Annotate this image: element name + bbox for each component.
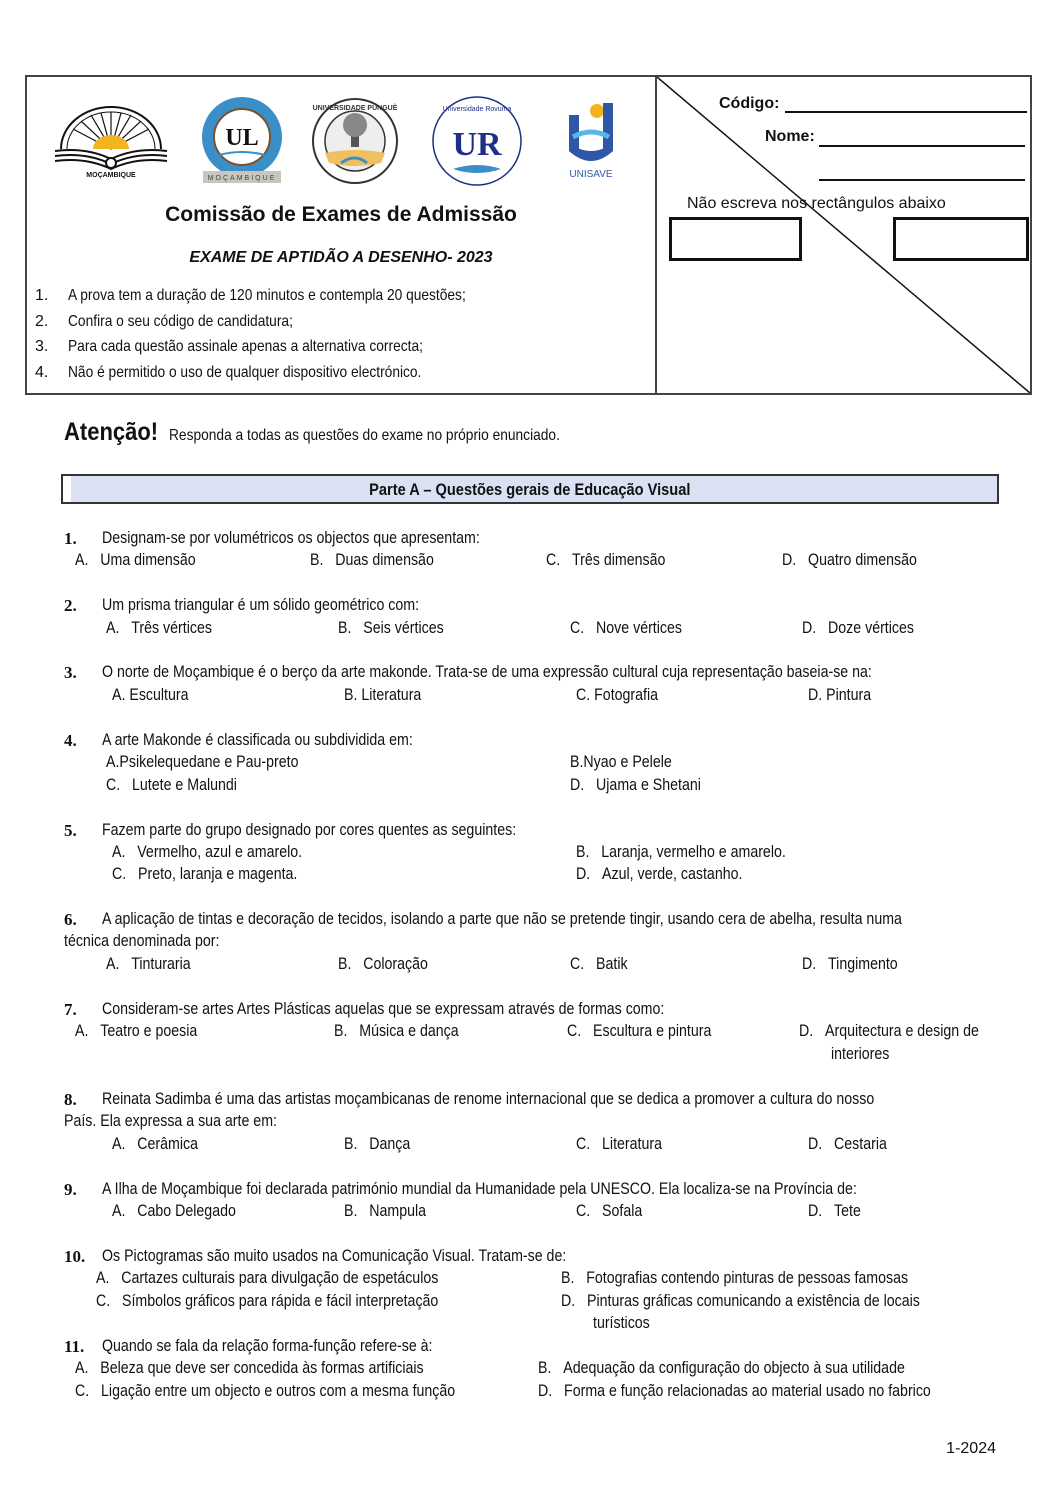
option-b[interactable]: B. Coloração bbox=[338, 955, 428, 973]
header-left-panel bbox=[27, 77, 657, 393]
option-c[interactable]: C. Lutete e Malundi bbox=[106, 776, 237, 794]
svg-text:Universidade Rovuma: Universidade Rovuma bbox=[442, 106, 512, 113]
option-b[interactable]: B. Duas dimensão bbox=[310, 551, 434, 569]
option-c[interactable]: C. Preto, laranja e magenta. bbox=[112, 865, 298, 883]
option-c[interactable]: C. Nove vértices bbox=[570, 619, 682, 637]
svg-text:MOÇAMBIQUE: MOÇAMBIQUE bbox=[207, 175, 277, 182]
option-a[interactable]: A. Teatro e poesia bbox=[75, 1022, 198, 1040]
part-a-header: Parte A – Questões gerais de Educação Visual bbox=[61, 474, 999, 504]
option-a[interactable]: A. Tinturaria bbox=[106, 955, 191, 973]
option-d[interactable]: D. Pinturas gráficas comunicando a existência de locais bbox=[561, 1292, 920, 1310]
svg-text:UR: UR bbox=[452, 126, 502, 163]
option-b[interactable]: B.Nyao e Pelele bbox=[570, 753, 672, 771]
option-c[interactable]: C. Batik bbox=[570, 955, 628, 973]
grade-box-right bbox=[893, 217, 1029, 261]
name-input[interactable] bbox=[819, 145, 1025, 147]
option-a[interactable]: A. Cartazes culturais para divulgação de espetáculos bbox=[96, 1269, 439, 1287]
option-d[interactable]: D. Doze vértices bbox=[802, 619, 914, 637]
option-a[interactable]: A. Uma dimensão bbox=[75, 551, 196, 569]
option-a[interactable]: A. Escultura bbox=[112, 686, 189, 704]
code-label: Código: bbox=[719, 95, 780, 112]
exam-rules-list bbox=[35, 283, 531, 385]
option-d[interactable]: D. Tingimento bbox=[802, 955, 898, 973]
option-c[interactable]: C. Ligação entre um objecto e outros com a mesma função bbox=[75, 1382, 456, 1400]
option-d[interactable]: D. Pintura bbox=[808, 686, 872, 704]
svg-text:MOÇAMBIQUE: MOÇAMBIQUE bbox=[86, 172, 136, 179]
option-c[interactable]: C. Três dimensão bbox=[546, 551, 666, 569]
option-b[interactable]: B. Dança bbox=[344, 1135, 411, 1153]
candidate-panel bbox=[657, 77, 1030, 393]
option-a[interactable]: A. Cabo Delegado bbox=[112, 1202, 236, 1220]
option-d-continuation: turísticos bbox=[593, 1314, 650, 1332]
option-d[interactable]: D. Arquitectura e design de bbox=[799, 1022, 979, 1040]
rule-item: 1. A prova tem a duração de 120 minutos e contempla 20 questões; bbox=[35, 287, 466, 304]
option-b[interactable]: B. Fotografias contendo pinturas de pessoas famosas bbox=[561, 1269, 909, 1287]
option-a[interactable]: A. Beleza que deve ser concedida às formas artificiais bbox=[75, 1359, 424, 1377]
option-c[interactable]: C. Fotografia bbox=[576, 686, 659, 704]
unisave-logo bbox=[557, 97, 627, 181]
exam-title: EXAME DE APTIDÃO A DESENHO- 2023 bbox=[189, 249, 493, 266]
option-d[interactable]: D. Azul, verde, castanho. bbox=[576, 865, 743, 883]
rule-item: 3. Para cada questão assinale apenas a alternativa correcta; bbox=[35, 338, 423, 355]
rule-item: 4. Não é permitido o uso de qualquer dispositivo electrónico. bbox=[35, 363, 422, 381]
svg-text:UNIVERSIDADE PUNGUÈ: UNIVERSIDADE PUNGUÈ bbox=[312, 105, 398, 112]
option-b[interactable]: B. Seis vértices bbox=[338, 619, 444, 637]
option-c[interactable]: C. Símbolos gráficos para rápida e fácil interpretação bbox=[96, 1292, 439, 1310]
option-c[interactable]: C. Sofala bbox=[576, 1202, 643, 1220]
option-b[interactable]: B. Música e dança bbox=[334, 1022, 459, 1040]
name-input-line2[interactable] bbox=[819, 179, 1025, 181]
option-d[interactable]: D. Cestaria bbox=[808, 1135, 887, 1153]
svg-text:UNISAVE: UNISAVE bbox=[569, 169, 613, 180]
option-b[interactable]: B. Nampula bbox=[344, 1202, 427, 1220]
option-b[interactable]: B. Laranja, vermelho e amarelo. bbox=[576, 843, 786, 861]
option-a[interactable]: A. Vermelho, azul e amarelo. bbox=[112, 843, 303, 861]
page-number: 1-2024 bbox=[946, 1440, 996, 1457]
no-write-notice: Não escreva nos rectângulos abaixo bbox=[687, 195, 946, 212]
option-a[interactable]: A. Três vértices bbox=[106, 619, 212, 637]
option-d[interactable]: D. Tete bbox=[808, 1202, 861, 1220]
code-input[interactable] bbox=[785, 111, 1027, 113]
option-d[interactable]: D. Quatro dimensão bbox=[782, 551, 917, 569]
option-c[interactable]: C. Escultura e pintura bbox=[567, 1022, 712, 1040]
name-label: Nome: bbox=[765, 128, 815, 145]
option-d[interactable]: D. Forma e função relacionadas ao material usado no fabrico bbox=[538, 1382, 931, 1400]
option-b[interactable]: B. Adequação da configuração do objecto à sua utilidade bbox=[538, 1359, 905, 1377]
option-d-continuation: interiores bbox=[831, 1045, 890, 1063]
grade-box-left bbox=[669, 217, 802, 261]
exam-header bbox=[25, 75, 1032, 395]
svg-text:UL: UL bbox=[225, 125, 259, 151]
option-d[interactable]: D. Ujama e Shetani bbox=[570, 776, 701, 794]
option-c[interactable]: C. Literatura bbox=[576, 1135, 662, 1153]
rule-item: 2. Confira o seu código de candidatura; bbox=[35, 312, 293, 330]
option-b[interactable]: B. Literatura bbox=[344, 686, 422, 704]
option-a[interactable]: A. Cerâmica bbox=[112, 1135, 198, 1153]
universidade-licungo-logo bbox=[195, 95, 289, 185]
option-a[interactable]: A.Psikelequedane e Pau-preto bbox=[106, 753, 299, 771]
universidade-pedagogica-logo bbox=[51, 99, 171, 179]
universidade-rovuma-logo bbox=[431, 95, 523, 187]
attention-notice: Atenção! Responda a todas as questões do exame no próprio enunciado. bbox=[64, 418, 561, 446]
universidade-pungue-logo bbox=[311, 97, 399, 185]
commission-title: Comissão de Exames de Admissão bbox=[165, 203, 517, 226]
